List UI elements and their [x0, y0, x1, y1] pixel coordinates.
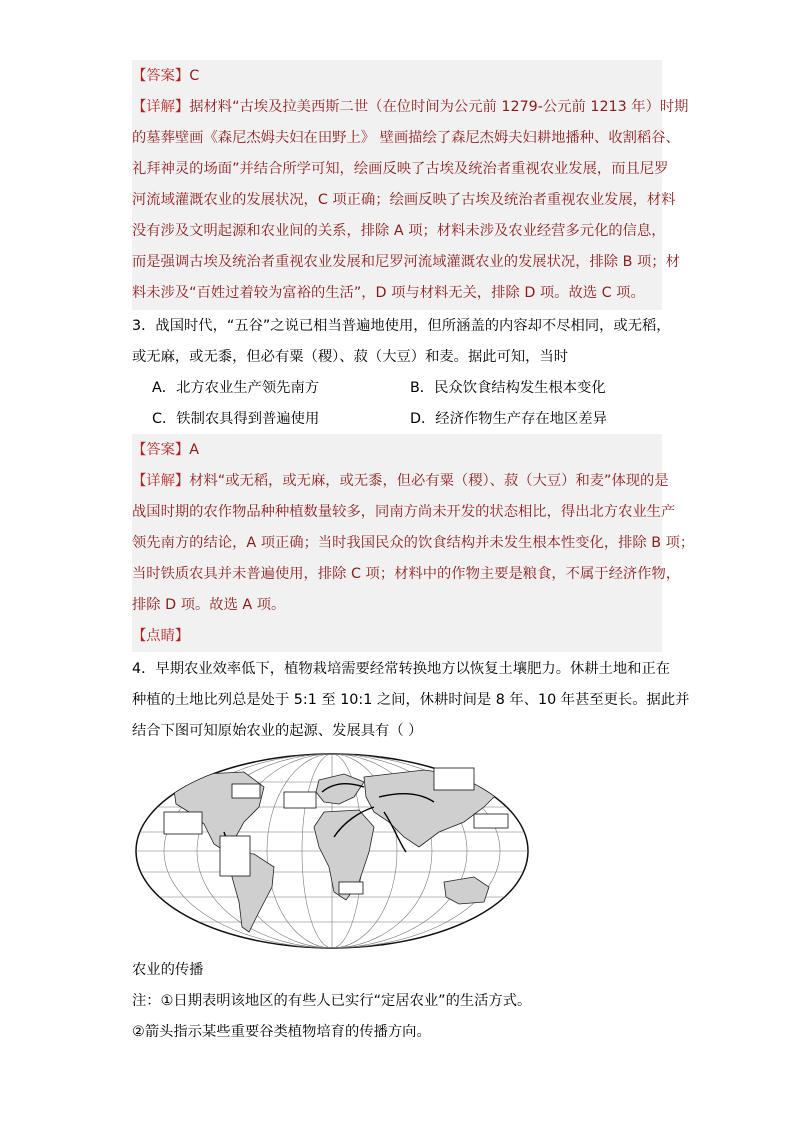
- q2-detail-line-7: 料未涉及“百姓过着较为富裕的生活”，D 项与材料无关，排除 D 项。故选 C 项。: [132, 285, 645, 301]
- q2-detail-line-5: 没有涉及文明起源和农业间的关系，排除 A 项；材料未涉及农业经营多元化的信息，: [132, 223, 666, 239]
- q4-note-2: ②箭头指示某些重要谷类植物培育的传播方向。: [132, 1024, 431, 1040]
- q2-answer-line: [132, 66, 199, 86]
- q3-answer-tag: 【答案】: [132, 442, 190, 458]
- q3-detail-line-1: [132, 471, 669, 491]
- q3-option-d: D．经济作物生产存在地区差异: [410, 411, 607, 427]
- q3-stem-line-2: 或无麻，或无黍，但必有粟（稷）、菽（大豆）和麦。据此可知，当时: [132, 349, 569, 365]
- q2-detail-line-3: 礼拜神灵的场面”并结合所学可知，绘画反映了古埃及统治者重视农业发展，而且尼罗: [132, 161, 669, 177]
- q3-option-a: A．北方农业生产领先南方: [152, 380, 320, 396]
- q4-note-1: 注：①日期表明该地区的有些人已实行“定居农业”的生活方式。: [132, 993, 532, 1009]
- map-caption: 农业的传播: [132, 962, 204, 978]
- q3-detail-text-1: 材料“或无稻，或无麻，或无黍，但必有粟（稷）、菽（大豆）和麦”体现的是: [189, 473, 669, 489]
- q4-stem-line-1: 4．早期农业效率低下，植物栽培需要经常转换地方以恢复土壤肥力。休耕土地和正在: [132, 661, 671, 677]
- q3-detail-line-3: 领先南方的结论，A 项正确；当时我国民众的饮食结构并未发生根本性变化，排除 B 项；: [132, 535, 695, 551]
- q3-option-c: C．铁制农具得到普遍使用: [152, 411, 320, 427]
- q2-detail-line-1: [132, 97, 688, 117]
- q3-detail-line-2: 战国时期的农作物品种种植数量较多，同南方尚未开发的状态相比，得出北方农业生产: [132, 504, 676, 520]
- q3-stem-line-1: 3．战国时代，“五谷”之说已相当普遍地使用，但所涵盖的内容却不尽相同，或无稻，: [132, 318, 671, 334]
- q3-option-b: B．民众饮食结构发生根本变化: [410, 380, 606, 396]
- q2-detail-line-6: 而是强调古埃及统治者重视农业发展和尼罗河流域灌溉农业的发展状况，排除 B 项；材: [132, 254, 680, 270]
- q4-stem-line-2: 种植的土地比列总是处于 5:1 至 10:1 之间，休耕时间是 8 年、10 年甚至更长。据此并: [132, 692, 690, 708]
- q3-detail-line-5: 排除 D 项。故选 A 项。: [132, 597, 286, 613]
- q2-answer-tag: 【答案】: [132, 68, 190, 84]
- q3-answer-value: A: [189, 442, 199, 458]
- q4-stem-line-3: 结合下图可知原始农业的起源、发展具有（ ）: [132, 723, 423, 739]
- q2-detail-text-1: 据材料“古埃及拉美西斯二世（在位时间为公元前 1279-公元前 1213 年）时期: [189, 99, 689, 115]
- world-map-figure: [134, 752, 530, 950]
- q2-answer-value: C: [189, 68, 200, 84]
- q3-answer-line: [132, 440, 199, 460]
- q2-detail-tag: 【详解】: [132, 99, 190, 115]
- q3-detail-line-4: 当时铁质农具并未普遍使用，排除 C 项；材料中的作物主要是粮食，不属于经济作物，: [132, 566, 681, 582]
- q2-detail-line-4: 河流域灌溉农业的发展状况，C 项正确；绘画反映了古埃及统治者重视农业发展，材料: [132, 192, 676, 208]
- q2-detail-line-2: 的墓葬壁画《森尼杰姆夫妇在田野上》 壁画描绘了森尼杰姆夫妇耕地播种、收割稻谷、: [132, 130, 680, 146]
- q3-point-tag: 【点睛】: [132, 628, 190, 644]
- q3-detail-tag: 【详解】: [132, 473, 190, 489]
